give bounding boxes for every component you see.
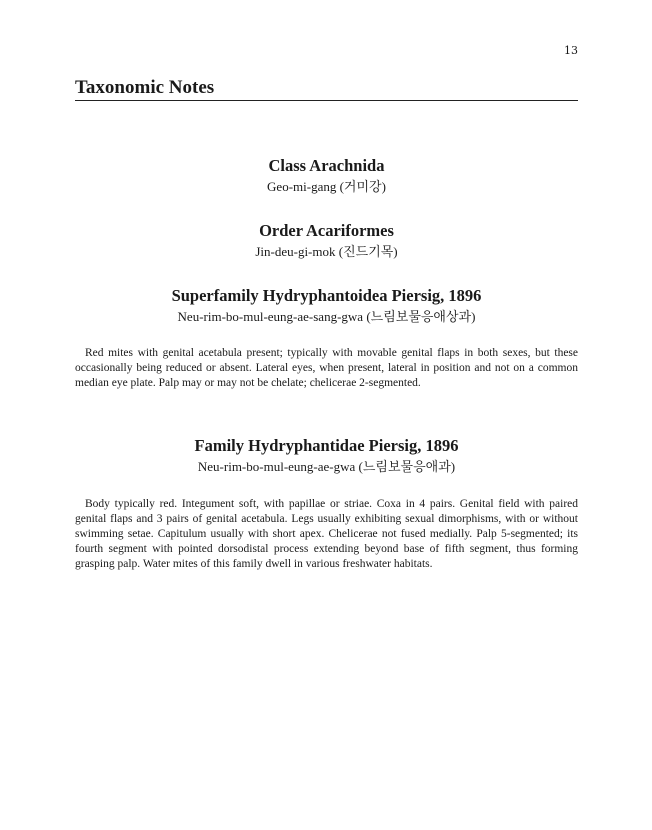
taxon-class-name: Class Arachnida — [268, 156, 385, 175]
taxon-class-korean-name: Geo-mi-gang (거미강) — [267, 179, 386, 194]
taxon-superfamily-name: Superfamily Hydryphantoidea Piersig, 1896 — [171, 286, 482, 305]
taxon-family-name: Family Hydryphantidae Piersig, 1896 — [194, 436, 459, 455]
taxon-order — [75, 221, 578, 261]
section-header — [75, 78, 578, 101]
page-number: 13 — [564, 44, 578, 57]
taxon-family — [75, 436, 578, 476]
family-description: Body typically red. Integument soft, with papillae or striae. Coxa in 4 pairs. Genital field with paired genital flaps and 3 pairs of genital acetabula. Legs usually exhibiting sexual dimorphisms, with or without swimming setae. Capitulum usually with short apex. Chelicerae not fused medially. Palp 5-segmented; its fourth segment with pointed dorsodistal process extending beyond base of fifth segment, thus forming grasping palp. Water mites of this family dwell in various freshwater habitats. — [75, 498, 578, 570]
taxon-order-korean-name: Jin-deu-gi-mok (진드기목) — [255, 244, 398, 259]
taxon-superfamily-korean-name: Neu-rim-bo-mul-eung-ae-sang-gwa (느림보물응애상과) — [177, 309, 476, 324]
superfamily-description: Red mites with genital acetabula present; typically with movable genital flaps in both sexes, but these occasionally being reduced or absent. Lateral eyes, when present, lateral in position and not on a common median eye plate. Palp may or may not be chelate; chelicerae 2-segmented. — [75, 347, 578, 389]
taxon-family-korean-name: Neu-rim-bo-mul-eung-ae-gwa (느림보물응애과) — [197, 459, 456, 474]
taxon-superfamily — [75, 286, 578, 326]
taxon-order-name: Order Acariformes — [259, 221, 394, 240]
taxon-class — [75, 156, 578, 196]
section-title: Taxonomic Notes — [75, 77, 215, 98]
